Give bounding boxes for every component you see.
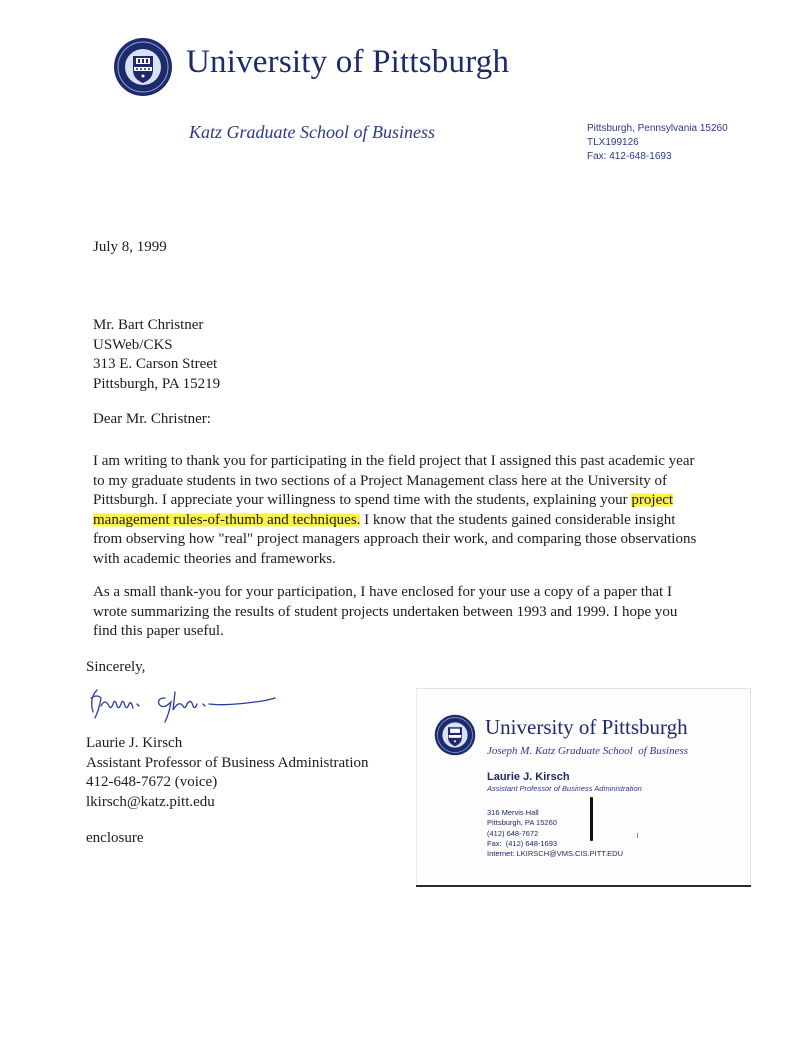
signer-email: lkirsch@katz.pitt.edu: [86, 793, 215, 810]
pen-mark: [590, 797, 593, 841]
recipient-street: 313 E. Carson Street: [93, 356, 218, 372]
paragraph-line: I am writing to thank you for participating in the field project that I assigned this past academic year: [93, 453, 695, 469]
paragraph-line: wrote summarizing the results of student projects undertaken between 1993 and 1999. I hope you: [93, 603, 678, 620]
recipient-name: Mr. Bart Christner: [93, 317, 204, 333]
letter-date: July 8, 1999: [93, 239, 167, 255]
card-university-seal-icon: [434, 714, 476, 756]
letterhead-fax: Fax: 412-648-1693: [587, 151, 672, 162]
salutation: Dear Mr. Christner:: [93, 411, 211, 427]
paragraph-line: with academic theories and frameworks.: [93, 550, 336, 567]
signer-block: [86, 734, 369, 812]
card-person-name: Laurie J. Kirsch: [487, 771, 570, 783]
recipient-city: Pittsburgh, PA 15219: [93, 375, 221, 392]
recipient-company: USWeb/CKS: [93, 336, 173, 353]
highlighted-text: management rules-of-thumb and techniques.: [93, 511, 361, 528]
card-school-name: Joseph M. Katz Graduate School of Business: [487, 745, 689, 757]
card-fax: Fax: (412) 648-1693: [487, 838, 558, 848]
paragraph-line: [93, 491, 719, 511]
university-seal-icon: [113, 37, 173, 97]
card-email: Internet: LKIRSCH@VMS.CIS.PITT.EDU: [487, 849, 623, 859]
recipient-address: [93, 316, 220, 394]
paragraph-line: to my graduate students in two sections of a Project Management class here at the University of: [93, 472, 668, 489]
paragraph-1: [93, 452, 719, 569]
paragraph-line: [93, 511, 719, 531]
closing: Sincerely,: [86, 659, 146, 675]
card-university-name: University of Pittsburgh: [485, 715, 688, 739]
signer-name: Laurie J. Kirsch: [86, 735, 183, 751]
paragraph-line: from observing how "real" project managers approach their work, and comparing those observations: [93, 531, 697, 547]
highlighted-text: project: [631, 492, 674, 508]
card-contact-block: [487, 808, 623, 859]
business-card: [416, 688, 751, 885]
stray-mark: [637, 833, 638, 838]
letterhead-address-line: Pittsburgh, Pennsylvania 15260: [587, 123, 728, 134]
school-name: Katz Graduate School of Business: [189, 122, 435, 142]
letterhead-address: [587, 122, 728, 164]
signer-title: Assistant Professor of Business Administration: [86, 754, 369, 771]
card-phone: (412) 648-7672: [487, 828, 539, 838]
signer-phone: 412-648-7672 (voice): [86, 774, 218, 790]
paragraph-line: find this paper useful.: [93, 623, 224, 639]
university-name: University of Pittsburgh: [186, 44, 510, 80]
paragraph-2: [93, 583, 719, 642]
letterhead-telex: TLX199126: [587, 137, 639, 148]
enclosure-note: enclosure: [86, 830, 144, 846]
card-person-title: Assistant Professor of Business Administration: [487, 784, 642, 793]
card-office: 316 Mervis Hall: [487, 808, 539, 817]
paragraph-text: Pittsburgh. I appreciate your willingness to spend time with the students, explaining your: [93, 492, 628, 508]
handwritten-signature: [85, 684, 305, 724]
paragraph-text: I know that the students gained considerable insight: [360, 511, 676, 528]
card-city: Pittsburgh, PA 15260: [487, 818, 557, 828]
paragraph-line: As a small thank-you for your participation, I have enclosed for your use a copy of a paper that I: [93, 584, 672, 600]
